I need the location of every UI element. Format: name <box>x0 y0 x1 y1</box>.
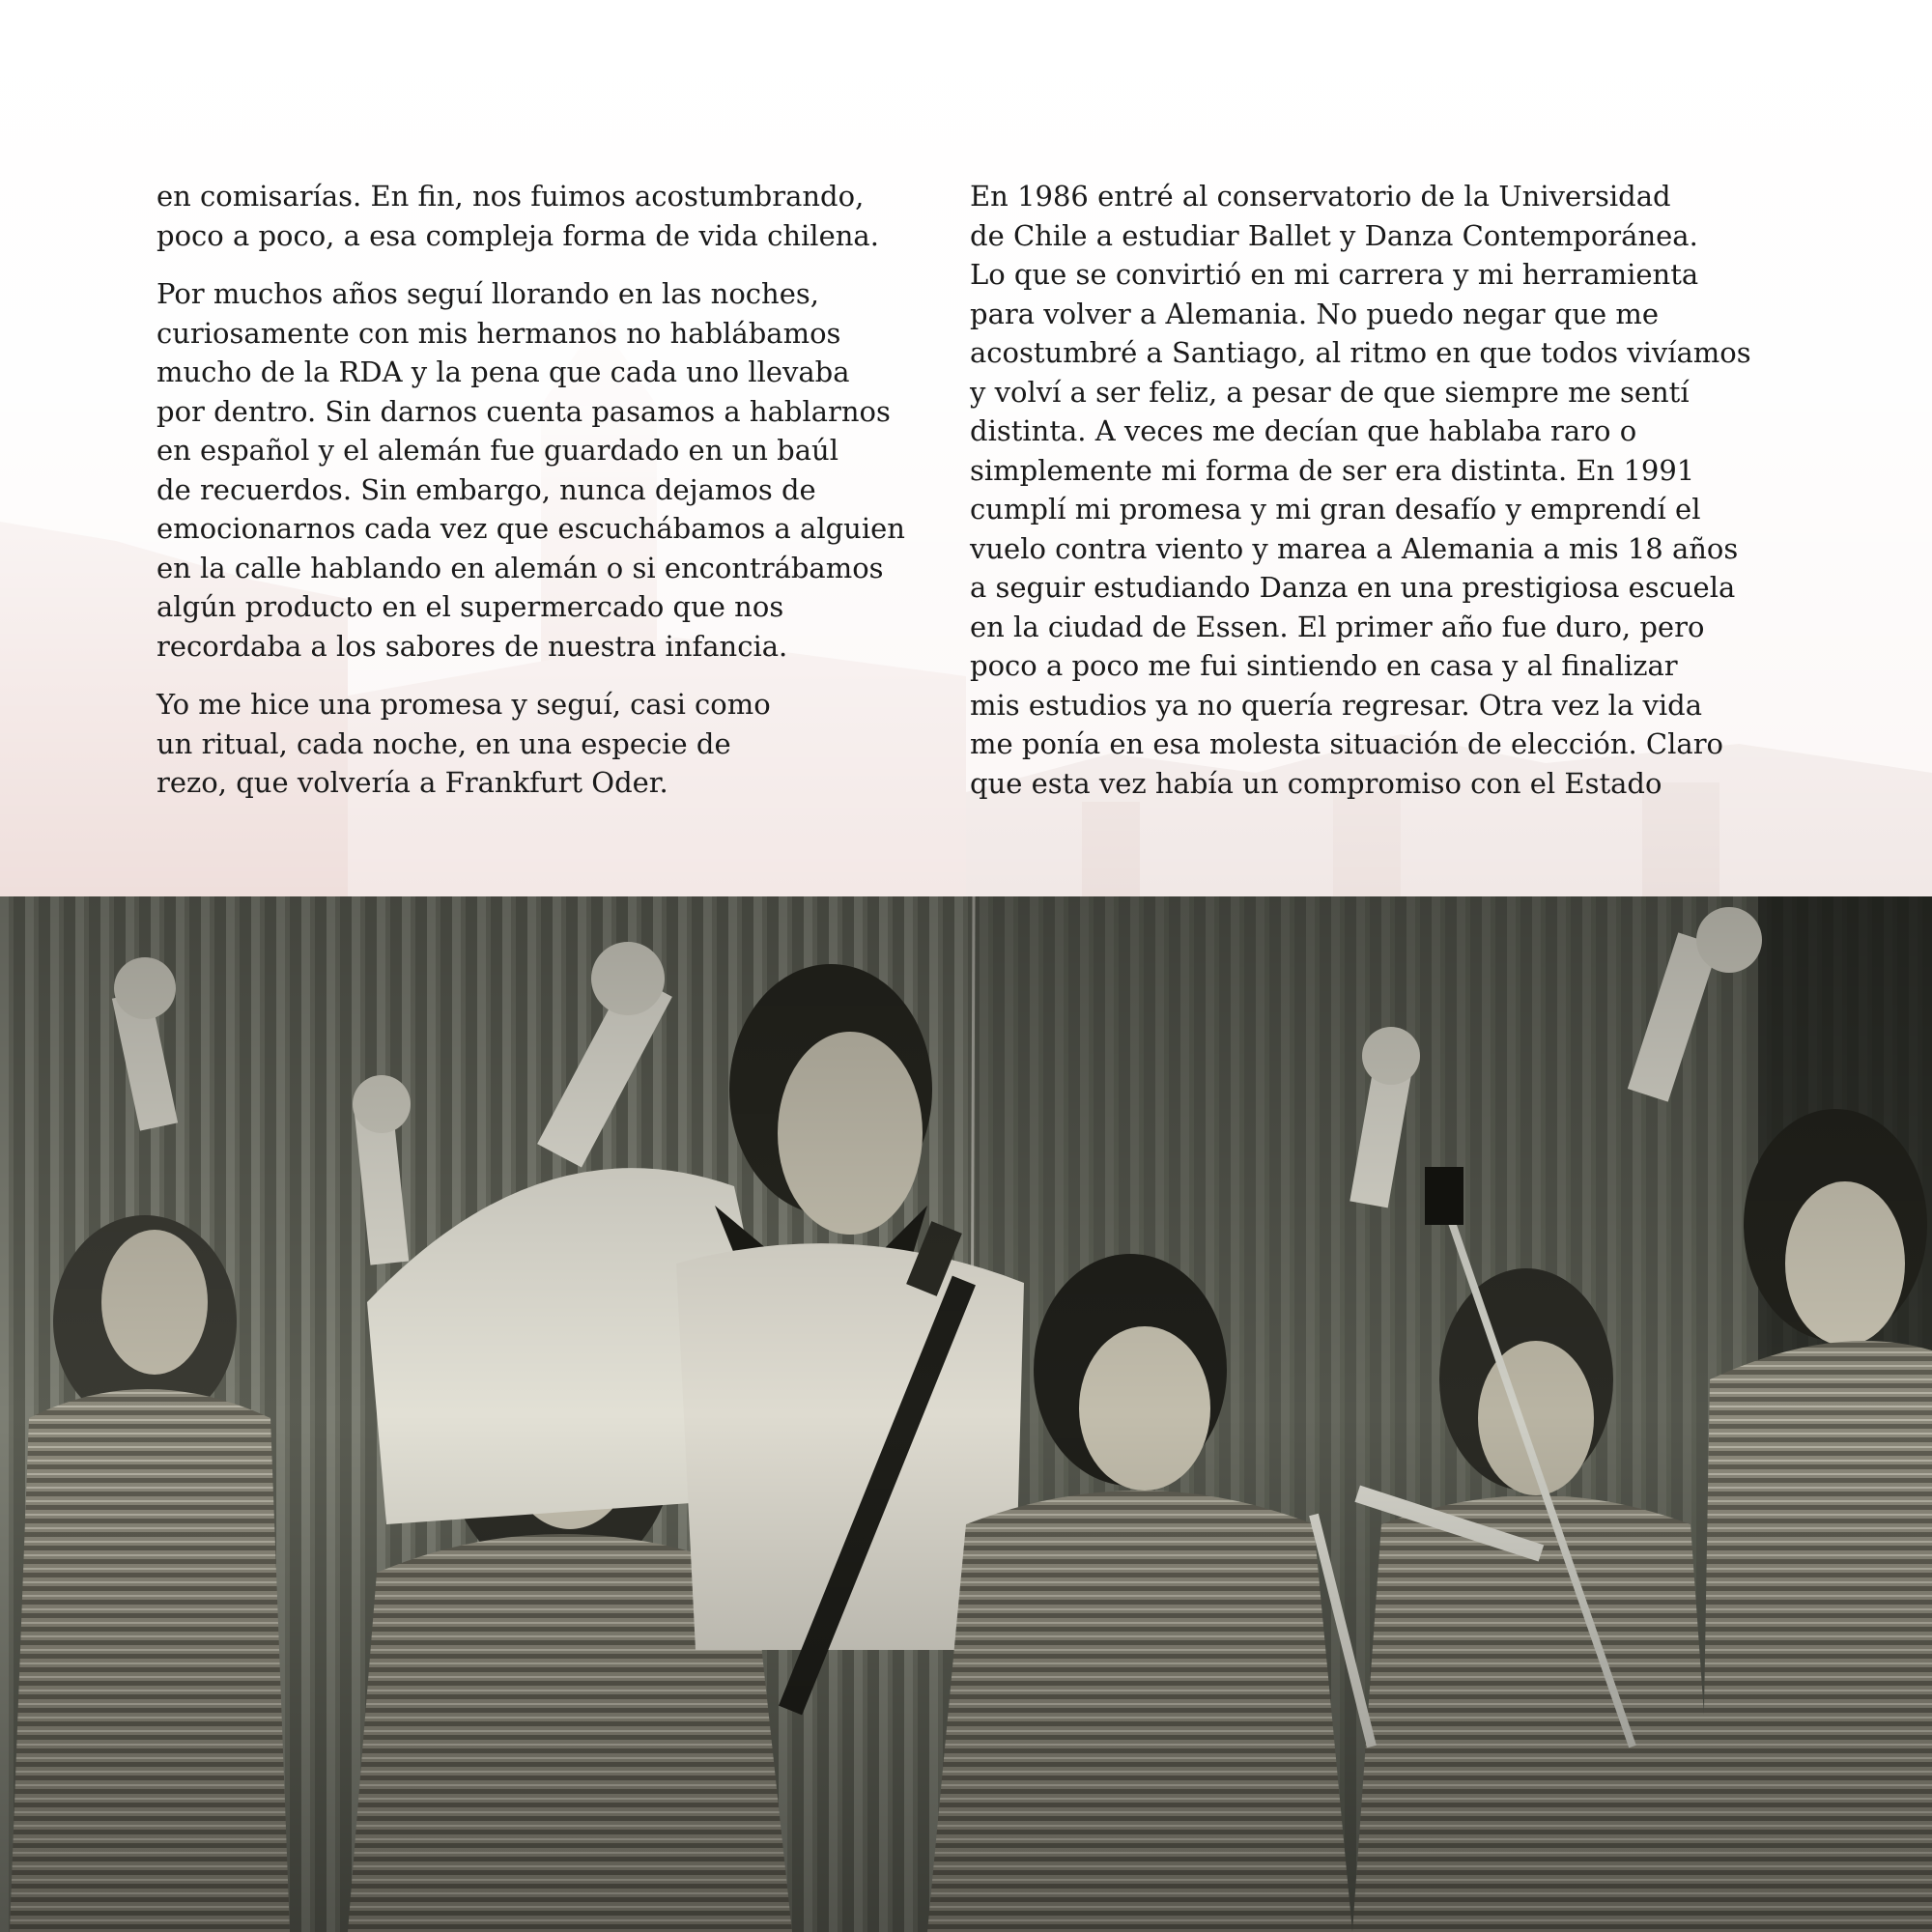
left-paragraph-2: Por muchos años seguí llorando en las noches, curiosamente con mis hermanos no hablábamos mucho de la RDA y la pena que cada uno llevaba por dentro. Sin darnos cuenta pasamos a hablarnos en español y el alemán fue guardado en un baúl de recuerdos. Sin embargo, nunca dejamos de emocionarnos cada vez que escuchábamos a alguien en la calle hablando en alemán o si encontrábamos algún producto en el supermercado que nos recordaba a los sabores de nuestra infancia. <box>156 277 905 663</box>
right-text-column <box>970 177 1801 822</box>
right-paragraph-1: En 1986 entré al conservatorio de la Universidad de Chile a estudiar Ballet y Danza Contemporánea. Lo que se convirtió en mi carrera y mi herramienta para volver a Alemania. No puedo negar que me acostumbré a Santiago, al ritmo en que todos vivíamos y volví a ser feliz, a pesar de que siempre me sentí distinta. A veces me decían que hablaba raro o simplemente mi forma de ser era distinta. En 1991 cumplí mi promesa y mi gran desafío y emprendí el vuelo contra viento y marea a Alemania a mis 18 años a seguir estudiando Danza en una prestigiosa escuela en la ciudad de Essen. El primer año fue duro, pero poco a poco me fui sintiendo en casa y al finalizar mis estudios ya no quería regresar. Otra vez la vida me ponía en esa molesta situación de elección. Claro que esta vez había un compromiso con el Estado <box>970 180 1751 800</box>
left-paragraph-1: en comisarías. En fin, nos fuimos acostumbrando, poco a poco, a esa compleja forma de vida chilena. <box>156 180 879 252</box>
stage-performance-photo <box>0 896 1932 1932</box>
left-paragraph-3: Yo me hice una promesa y seguí, casi como un ritual, cada noche, en una especie de rezo, que volvería a Frankfurt Oder. <box>156 688 771 799</box>
left-text-column <box>156 177 920 822</box>
